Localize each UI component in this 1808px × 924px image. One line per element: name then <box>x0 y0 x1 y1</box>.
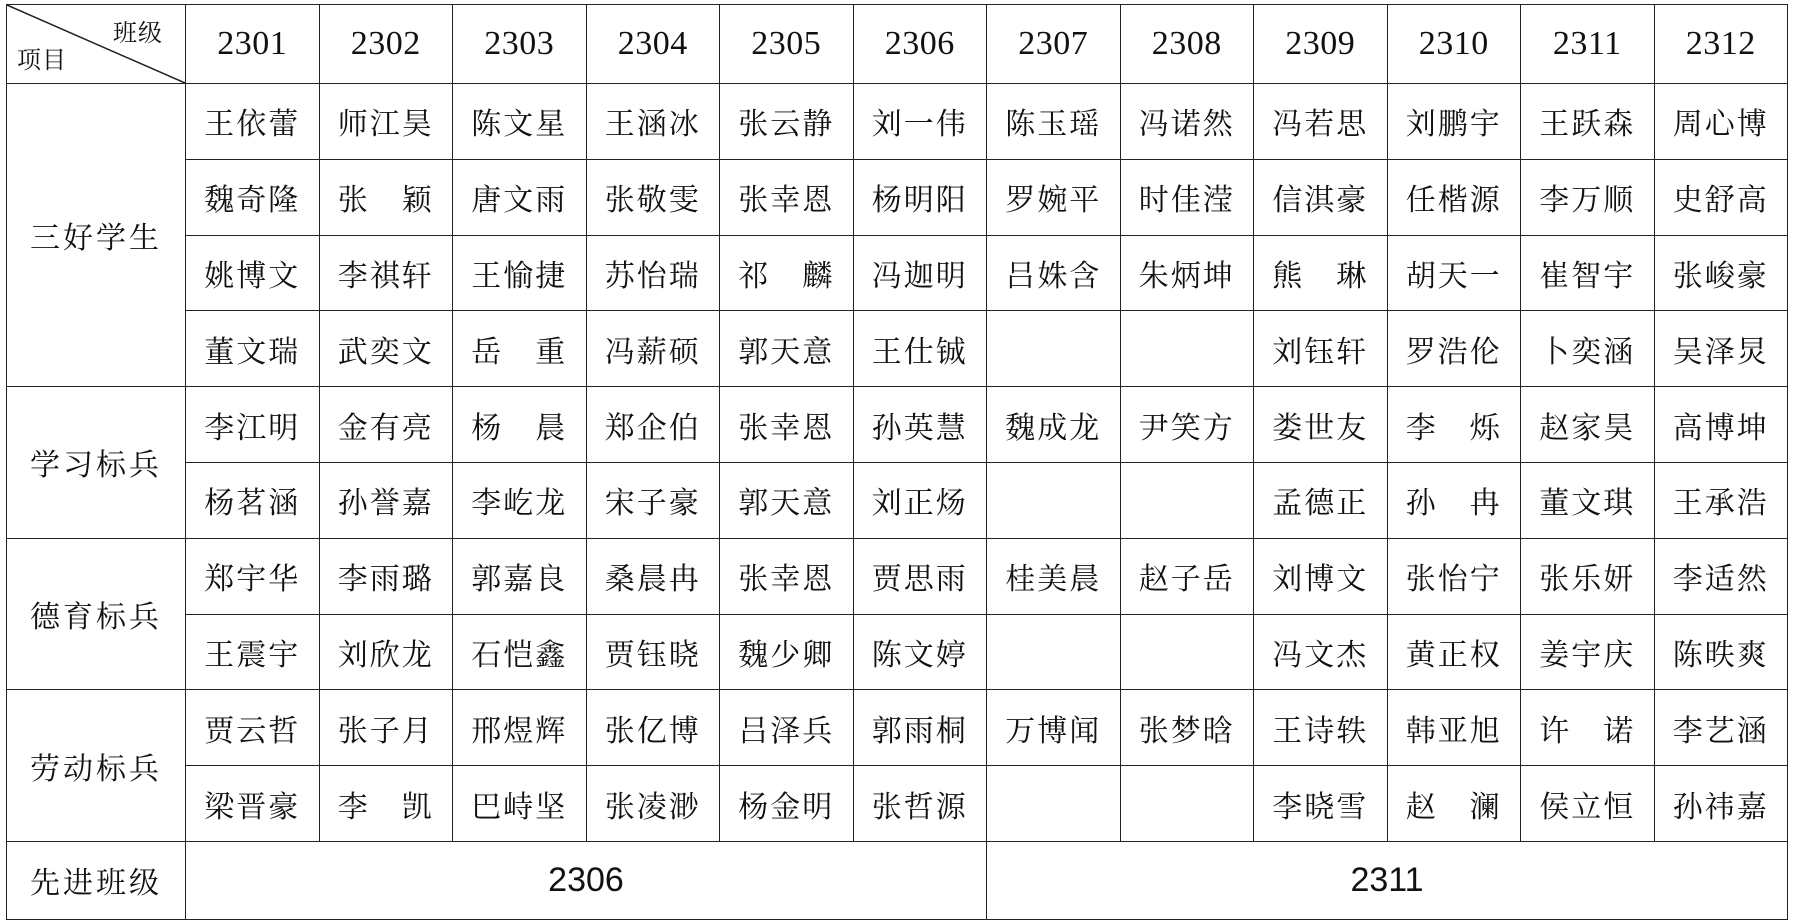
empty-cell <box>1120 311 1254 387</box>
student-name-cell: 梁晋豪 <box>186 766 320 842</box>
class-header-2311: 2311 <box>1521 5 1655 84</box>
class-header-2302: 2302 <box>319 5 453 84</box>
student-name-cell: 史舒高 <box>1654 159 1788 235</box>
student-name-cell: 卜奕涵 <box>1521 311 1655 387</box>
table-row <box>7 311 1788 387</box>
student-name-cell: 张 颖 <box>319 159 453 235</box>
student-name-cell: 宋子豪 <box>586 462 720 538</box>
student-name-cell: 侯立恒 <box>1521 766 1655 842</box>
student-name-cell: 冯文杰 <box>1254 614 1388 690</box>
table-body <box>7 5 1788 920</box>
student-name-cell: 时佳滢 <box>1120 159 1254 235</box>
student-name-cell: 张凌渺 <box>586 766 720 842</box>
class-header-2307: 2307 <box>987 5 1121 84</box>
student-name-cell: 郑宇华 <box>186 538 320 614</box>
student-name-cell: 任楷源 <box>1387 159 1521 235</box>
student-name-cell: 贾钰晓 <box>586 614 720 690</box>
student-name-cell: 巴峙坚 <box>453 766 587 842</box>
student-name-cell: 孙英慧 <box>853 387 987 463</box>
student-name-cell: 苏怡瑞 <box>586 235 720 311</box>
student-name-cell: 张峻豪 <box>1654 235 1788 311</box>
corner-item-label: 项目 <box>17 46 67 74</box>
advanced-class-value: 2306 <box>186 841 987 919</box>
student-name-cell: 杨茗涵 <box>186 462 320 538</box>
student-name-cell: 李雨璐 <box>319 538 453 614</box>
honor-roll-table <box>6 4 1788 920</box>
class-header-2304: 2304 <box>586 5 720 84</box>
student-name-cell: 魏少卿 <box>720 614 854 690</box>
student-name-cell: 张怡宁 <box>1387 538 1521 614</box>
student-name-cell: 武奕文 <box>319 311 453 387</box>
category-label: 学习标兵 <box>7 387 186 539</box>
student-name-cell: 赵 澜 <box>1387 766 1521 842</box>
student-name-cell: 信淇豪 <box>1254 159 1388 235</box>
student-name-cell: 刘博文 <box>1254 538 1388 614</box>
empty-cell <box>1120 614 1254 690</box>
student-name-cell: 罗浩伦 <box>1387 311 1521 387</box>
student-name-cell: 刘一伟 <box>853 84 987 160</box>
student-name-cell: 陈文星 <box>453 84 587 160</box>
student-name-cell: 张亿博 <box>586 690 720 766</box>
student-name-cell: 魏奇隆 <box>186 159 320 235</box>
student-name-cell: 娄世友 <box>1254 387 1388 463</box>
student-name-cell: 张幸恩 <box>720 387 854 463</box>
class-header-2308: 2308 <box>1120 5 1254 84</box>
student-name-cell: 李万顺 <box>1521 159 1655 235</box>
student-name-cell: 刘钰轩 <box>1254 311 1388 387</box>
student-name-cell: 李江明 <box>186 387 320 463</box>
empty-cell <box>987 462 1121 538</box>
class-header-2306: 2306 <box>853 5 987 84</box>
student-name-cell: 杨明阳 <box>853 159 987 235</box>
student-name-cell: 姜宇庆 <box>1521 614 1655 690</box>
advanced-class-value: 2311 <box>987 841 1788 919</box>
student-name-cell: 董文琪 <box>1521 462 1655 538</box>
student-name-cell: 张敬雯 <box>586 159 720 235</box>
student-name-cell: 尹笑方 <box>1120 387 1254 463</box>
student-name-cell: 张子月 <box>319 690 453 766</box>
student-name-cell: 李艺涵 <box>1654 690 1788 766</box>
student-name-cell: 张幸恩 <box>720 159 854 235</box>
table-row <box>7 159 1788 235</box>
student-name-cell: 冯薪硕 <box>586 311 720 387</box>
student-name-cell: 李晓雪 <box>1254 766 1388 842</box>
student-name-cell: 王依蕾 <box>186 84 320 160</box>
student-name-cell: 吕姝含 <box>987 235 1121 311</box>
class-header-2303: 2303 <box>453 5 587 84</box>
class-header-2312: 2312 <box>1654 5 1788 84</box>
class-header-2309: 2309 <box>1254 5 1388 84</box>
table-row <box>7 84 1788 160</box>
empty-cell <box>987 311 1121 387</box>
student-name-cell: 吴泽炅 <box>1654 311 1788 387</box>
student-name-cell: 李屹龙 <box>453 462 587 538</box>
category-label: 德育标兵 <box>7 538 186 690</box>
student-name-cell: 王跃森 <box>1521 84 1655 160</box>
student-name-cell: 李适然 <box>1654 538 1788 614</box>
table-row <box>7 766 1788 842</box>
student-name-cell: 王震宇 <box>186 614 320 690</box>
student-name-cell: 唐文雨 <box>453 159 587 235</box>
student-name-cell: 张云静 <box>720 84 854 160</box>
student-name-cell: 张梦晗 <box>1120 690 1254 766</box>
student-name-cell: 孙 冉 <box>1387 462 1521 538</box>
class-header-2305: 2305 <box>720 5 854 84</box>
student-name-cell: 黄正权 <box>1387 614 1521 690</box>
student-name-cell: 师江昊 <box>319 84 453 160</box>
advanced-class-label: 先进班级 <box>7 841 186 919</box>
student-name-cell: 金有亮 <box>319 387 453 463</box>
student-name-cell: 冯迦明 <box>853 235 987 311</box>
student-name-cell: 李 凯 <box>319 766 453 842</box>
student-name-cell: 冯诺然 <box>1120 84 1254 160</box>
student-name-cell: 李 烁 <box>1387 387 1521 463</box>
student-name-cell: 王诗轶 <box>1254 690 1388 766</box>
student-name-cell: 罗婉平 <box>987 159 1121 235</box>
student-name-cell: 桂美晨 <box>987 538 1121 614</box>
student-name-cell: 孟德正 <box>1254 462 1388 538</box>
student-name-cell: 万博闻 <box>987 690 1121 766</box>
student-name-cell: 熊 琳 <box>1254 235 1388 311</box>
corner-class-label: 班级 <box>113 19 163 47</box>
student-name-cell: 周心博 <box>1654 84 1788 160</box>
table-row <box>7 387 1788 463</box>
student-name-cell: 王愉捷 <box>453 235 587 311</box>
advanced-class-row <box>7 841 1788 919</box>
empty-cell <box>1120 766 1254 842</box>
empty-cell <box>1120 462 1254 538</box>
table-row <box>7 614 1788 690</box>
student-name-cell: 郭天意 <box>720 311 854 387</box>
student-name-cell: 王承浩 <box>1654 462 1788 538</box>
student-name-cell: 贾思雨 <box>853 538 987 614</box>
student-name-cell: 王涵冰 <box>586 84 720 160</box>
student-name-cell: 胡天一 <box>1387 235 1521 311</box>
student-name-cell: 王仕铖 <box>853 311 987 387</box>
student-name-cell: 陈玉瑶 <box>987 84 1121 160</box>
student-name-cell: 韩亚旭 <box>1387 690 1521 766</box>
student-name-cell: 姚博文 <box>186 235 320 311</box>
student-name-cell: 祁 麟 <box>720 235 854 311</box>
student-name-cell: 邢煜辉 <box>453 690 587 766</box>
student-name-cell: 郑企伯 <box>586 387 720 463</box>
category-label: 劳动标兵 <box>7 690 186 842</box>
student-name-cell: 张乐妍 <box>1521 538 1655 614</box>
student-name-cell: 吕泽兵 <box>720 690 854 766</box>
student-name-cell: 杨 晨 <box>453 387 587 463</box>
category-label: 三好学生 <box>7 84 186 387</box>
student-name-cell: 杨金明 <box>720 766 854 842</box>
student-name-cell: 郭嘉良 <box>453 538 587 614</box>
student-name-cell: 许 诺 <box>1521 690 1655 766</box>
student-name-cell: 赵家昊 <box>1521 387 1655 463</box>
student-name-cell: 冯若思 <box>1254 84 1388 160</box>
table-row <box>7 690 1788 766</box>
header-row <box>7 5 1788 84</box>
student-name-cell: 孙祎嘉 <box>1654 766 1788 842</box>
student-name-cell: 朱炳坤 <box>1120 235 1254 311</box>
student-name-cell: 岳 重 <box>453 311 587 387</box>
student-name-cell: 张哲源 <box>853 766 987 842</box>
student-name-cell: 崔智宇 <box>1521 235 1655 311</box>
student-name-cell: 刘欣龙 <box>319 614 453 690</box>
table-row <box>7 462 1788 538</box>
student-name-cell: 董文瑞 <box>186 311 320 387</box>
student-name-cell: 魏成龙 <box>987 387 1121 463</box>
student-name-cell: 郭天意 <box>720 462 854 538</box>
student-name-cell: 贾云哲 <box>186 690 320 766</box>
empty-cell <box>987 614 1121 690</box>
student-name-cell: 李祺轩 <box>319 235 453 311</box>
student-name-cell: 陈昳爽 <box>1654 614 1788 690</box>
empty-cell <box>987 766 1121 842</box>
student-name-cell: 刘鹏宇 <box>1387 84 1521 160</box>
corner-cell <box>7 5 186 84</box>
student-name-cell: 石恺鑫 <box>453 614 587 690</box>
student-name-cell: 孙誉嘉 <box>319 462 453 538</box>
class-header-2310: 2310 <box>1387 5 1521 84</box>
student-name-cell: 陈文婷 <box>853 614 987 690</box>
student-name-cell: 张幸恩 <box>720 538 854 614</box>
student-name-cell: 刘正炀 <box>853 462 987 538</box>
table-row <box>7 235 1788 311</box>
student-name-cell: 赵子岳 <box>1120 538 1254 614</box>
table-row <box>7 538 1788 614</box>
student-name-cell: 高博坤 <box>1654 387 1788 463</box>
student-name-cell: 桑晨冉 <box>586 538 720 614</box>
student-name-cell: 郭雨桐 <box>853 690 987 766</box>
class-header-2301: 2301 <box>186 5 320 84</box>
